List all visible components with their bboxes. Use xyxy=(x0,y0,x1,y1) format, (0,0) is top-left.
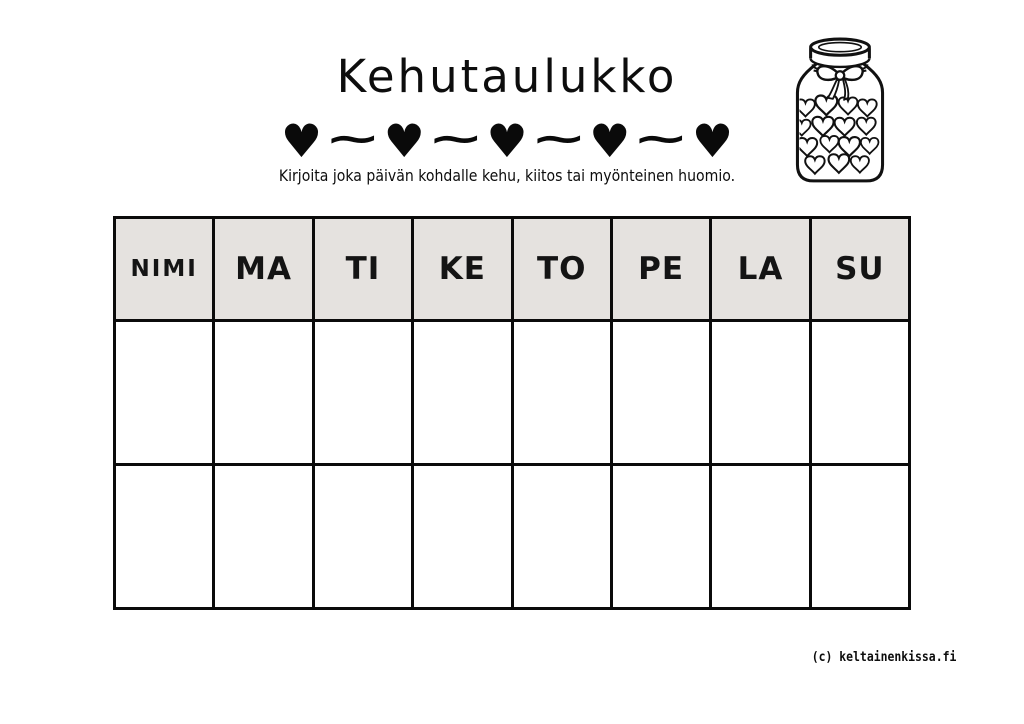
header-cell-ti: TI xyxy=(313,218,412,321)
table-cell xyxy=(413,465,512,609)
jar-of-hearts-icon xyxy=(786,34,894,188)
header-cell-su: SU xyxy=(810,218,909,321)
header-cell-la: LA xyxy=(711,218,810,321)
header-row xyxy=(115,218,910,321)
heart-icon: ♥ xyxy=(589,113,631,168)
table-cell xyxy=(810,321,909,465)
header-cell-ke: KE xyxy=(413,218,512,321)
table-cell xyxy=(512,321,611,465)
praise-table xyxy=(113,216,911,610)
table-cell xyxy=(711,465,810,609)
table-cell xyxy=(214,465,313,609)
table-cell xyxy=(115,321,214,465)
table-cell xyxy=(512,465,611,609)
table-cell xyxy=(313,321,412,465)
table-cell xyxy=(611,465,710,609)
instructions-text: Kirjoita joka päivän kohdalle kehu, kiitos tai myönteinen huomio. xyxy=(278,166,736,185)
heart-icon: ♥ xyxy=(691,113,734,168)
wave-icon: ~ xyxy=(529,115,587,162)
header-cell-ma: MA xyxy=(214,218,313,321)
table-cell xyxy=(711,321,810,465)
footer-credit: (c) keltainenkissa.fi xyxy=(811,650,956,665)
wave-icon: ~ xyxy=(632,115,690,162)
header-cell-pe: PE xyxy=(611,218,710,321)
heart-icon: ♥ xyxy=(383,113,425,168)
table-cell xyxy=(611,321,710,465)
table-row xyxy=(115,321,910,465)
heart-icon: ♥ xyxy=(280,113,323,168)
page-title: Kehutaulukko xyxy=(336,50,678,103)
table-cell xyxy=(115,465,214,609)
table-row xyxy=(115,465,910,609)
wave-icon: ~ xyxy=(324,115,382,162)
header-cell-to: TO xyxy=(512,218,611,321)
header-cell-nimi: NIMI xyxy=(115,218,214,321)
table-cell xyxy=(810,465,909,609)
heart-icon: ♥ xyxy=(486,113,528,168)
table-cell xyxy=(214,321,313,465)
table-cell xyxy=(313,465,412,609)
table-cell xyxy=(413,321,512,465)
wave-icon: ~ xyxy=(427,115,485,162)
